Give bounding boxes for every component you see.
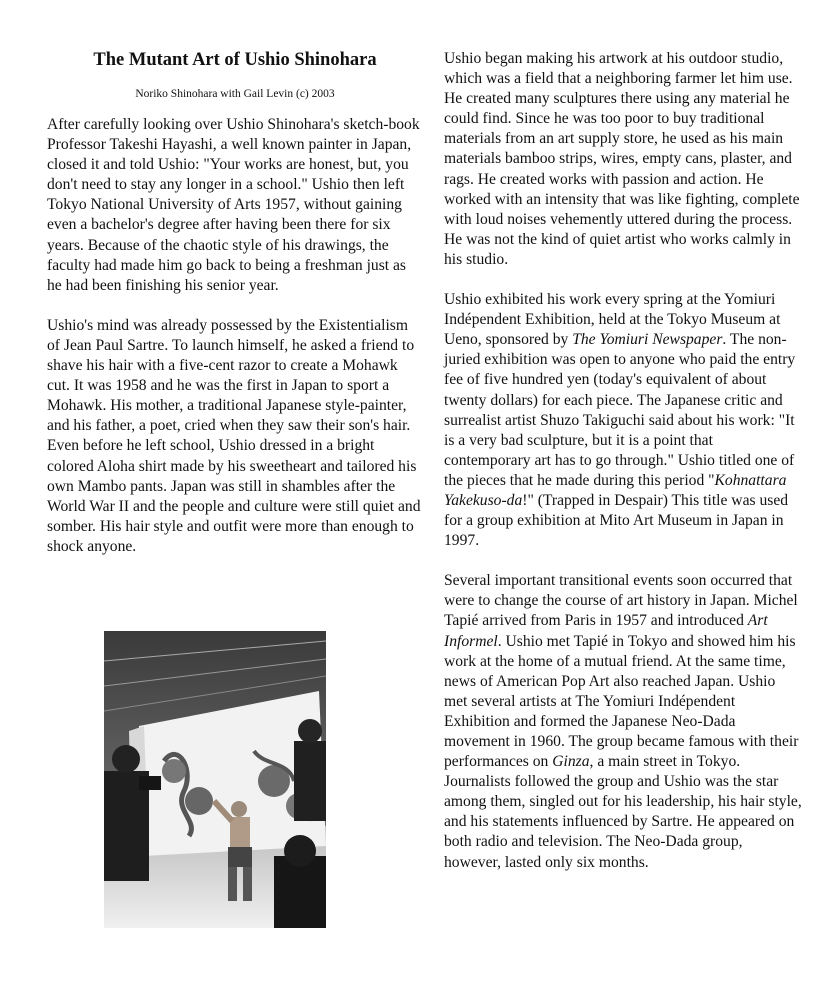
paragraph-3: Ushio began making his artwork at his outdoor studio, which was a field that a neighboring farmer let him use. He created many sculptures there using any material he could find. Since he was too poor to buy traditional materials from an art supply store, he used as his main materials bamboo strips, wires, empty cans, plaster, and rags. He created works with passion and action. He worked with an intensity that was like fighting, complete with loud noises vehemently uttered during the process. He was not the kind of quiet artist who works calmly in his studio. — [444, 50, 800, 268]
article-byline: Noriko Shinohara with Gail Levin (c) 2003 — [135, 88, 335, 100]
artwork-title: Kohnattara Yakekuso-da — [444, 471, 787, 509]
performance-photo — [104, 631, 326, 928]
right-column — [444, 49, 802, 893]
paragraph-2: Ushio's mind was already possessed by the Existentialism of Jean Paul Sartre. To launch himself, he asked a friend to shave his hair with a five-cent razor to create a Mohawk cut. It was 1958 and he was the first in Japan to sport a Mohawk. His mother, a traditional Japanese style-painter, and his father, a poet, cried when they saw their son's hair. Even before he left school, Ushio dressed in a bright colored Aloha shirt made by his sweetheart and tailored his own Mambo pants. Japan was still in shambles after the World War II and the people and culture were still quiet and somber. His hair style and outfit were more than enough to shock anyone. — [47, 316, 421, 555]
paragraph-4-text-a: Ushio exhibited his work every spring at the Yomiuri Indépendent Exhibition, held at the Tokyo Museum at Ueno, sponsored by — [444, 291, 781, 349]
ginza: Ginza — [552, 753, 590, 771]
paragraph-5-text-c: . Ushio met Tapié in Tokyo and showed him his work at the home of a mutual friend. At the same time, news of American Pop Art also reached Japan. Ushio met several artists at The Yomiuri Indépendent Exhibition and formed the Japanese Neo-Dada movement in 1960. The group became famous with their performances on — [444, 632, 799, 771]
paragraph-1: After carefully looking over Ushio Shinohara's sketch-book Professor Takeshi Hayashi, a well known painter in Japan, closed it and told Ushio: "Your works are honest, but, you don't need to stay any longer in a school." Ushio then left Tokyo National University of Arts 1957, without gaining even a bachelor's degree after having been there for six years. Because of the chaotic style of his drawings, the faculty had made him go back to being a freshman just as he had been finishing his senior year. — [47, 116, 420, 294]
art-informel: Art Informel — [444, 612, 768, 650]
paragraph-4-text-c: . The non-juried exhibition was open to anyone who paid the entry fee of five hundred yen (today's equivalent of about twenty dollars) for each piece. The Japanese critic and surrealist artist Shuzo Takiguchi said about his work: "It is a very bad sculpture, but it is a point that contemporary art has to go through." Ushio titled one of the pieces that he made during this period " — [444, 331, 796, 489]
paragraph-4 — [444, 290, 802, 551]
paragraph-5-text-a: Several important transitional events soon occurred that were to change the course of art history in Japan. Michel Tapié arrived from Paris in 1957 and introduced — [444, 572, 798, 630]
paragraph-5-text-e: , a main street in Tokyo. Journalists followed the group and Ushio was the star among them, singled out for his leadership, his hair style, and his statements influenced by Sartre. He appeared on both radio and television. The Neo-Dada group, however, lasted only six months. — [444, 753, 802, 871]
paragraph-5 — [444, 571, 802, 872]
left-column — [47, 49, 423, 577]
article-title: The Mutant Art of Ushio Shinohara — [93, 50, 377, 70]
paragraph-4-text-e: !" (Trapped in Despair) This title was used for a group exhibition at Mito Art Museum in Japan in 1997. — [444, 491, 789, 550]
newspaper-name: The Yomiuri Newspaper — [572, 331, 723, 349]
